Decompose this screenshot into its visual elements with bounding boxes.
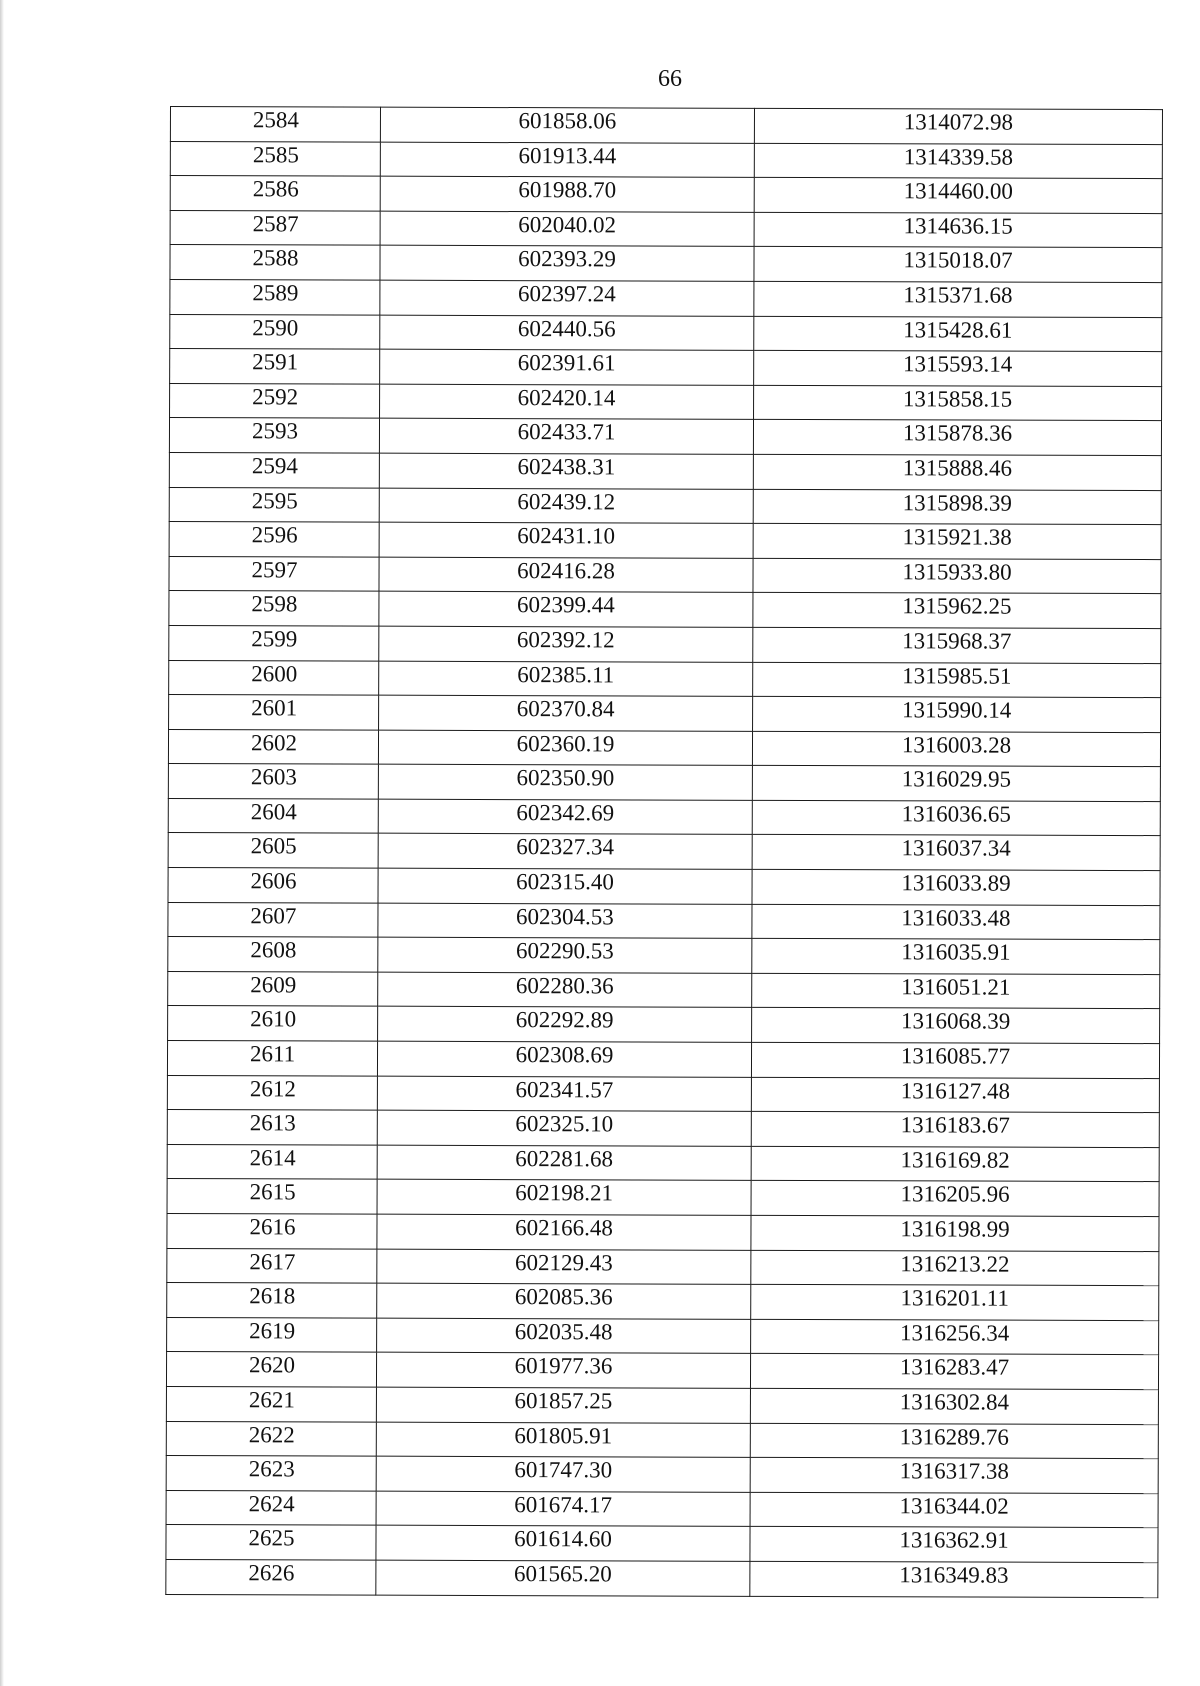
point-number-cell: 2616 (167, 1213, 377, 1248)
x-coordinate-cell: 602438.31 (379, 453, 753, 489)
point-number-cell: 2584 (170, 107, 380, 142)
x-coordinate-cell: 602280.36 (378, 972, 752, 1008)
x-coordinate-cell: 602399.44 (379, 591, 753, 627)
y-coordinate-cell: 1315921.38 (753, 523, 1161, 559)
x-coordinate-cell: 602341.57 (377, 1076, 751, 1112)
y-coordinate-cell: 1316201.11 (751, 1285, 1159, 1321)
x-coordinate-cell: 602304.53 (378, 903, 752, 939)
table-row (169, 487, 1161, 525)
page-number: 66 (658, 66, 682, 92)
point-number-cell: 2599 (169, 625, 379, 660)
table-row (170, 141, 1162, 179)
y-coordinate-cell: 1316169.82 (751, 1146, 1159, 1182)
y-coordinate-cell: 1315371.68 (754, 281, 1162, 317)
y-coordinate-cell: 1314072.98 (754, 108, 1162, 144)
table-row (167, 1283, 1159, 1321)
x-coordinate-cell: 601857.25 (376, 1387, 750, 1423)
x-coordinate-cell: 602360.19 (378, 730, 752, 766)
point-number-cell: 2591 (170, 349, 380, 384)
table-row (170, 314, 1162, 352)
x-coordinate-cell: 602198.21 (377, 1180, 751, 1216)
point-number-cell: 2603 (168, 764, 378, 799)
table-row (168, 937, 1160, 975)
x-coordinate-cell: 602420.14 (380, 384, 754, 420)
x-coordinate-cell: 602166.48 (377, 1214, 751, 1250)
x-coordinate-cell: 602350.90 (378, 764, 752, 800)
y-coordinate-cell: 1316033.48 (752, 904, 1160, 940)
table-row (170, 383, 1162, 421)
table-row (169, 591, 1161, 629)
point-number-cell: 2604 (168, 798, 378, 833)
point-number-cell: 2620 (166, 1352, 376, 1387)
x-coordinate-cell: 602440.56 (380, 315, 754, 351)
point-number-cell: 2594 (169, 452, 379, 487)
point-number-cell: 2588 (170, 245, 380, 280)
point-number-cell: 2615 (167, 1179, 377, 1214)
table-row (168, 902, 1160, 940)
x-coordinate-cell: 601747.30 (376, 1456, 750, 1492)
table-row (170, 107, 1162, 145)
x-coordinate-cell: 602391.61 (380, 349, 754, 385)
table-row (167, 1041, 1159, 1079)
table-row (166, 1490, 1158, 1528)
y-coordinate-cell: 1316037.34 (752, 835, 1160, 871)
y-coordinate-cell: 1315858.15 (754, 385, 1162, 421)
x-coordinate-cell: 602392.12 (379, 626, 753, 662)
point-number-cell: 2598 (169, 591, 379, 626)
y-coordinate-cell: 1315888.46 (753, 454, 1161, 490)
table-row (166, 1352, 1158, 1390)
y-coordinate-cell: 1316051.21 (752, 973, 1160, 1009)
table-row (169, 418, 1161, 456)
x-coordinate-cell: 601674.17 (376, 1491, 750, 1527)
point-number-cell: 2585 (170, 141, 380, 176)
y-coordinate-cell: 1314339.58 (754, 143, 1162, 179)
point-number-cell: 2622 (166, 1421, 376, 1456)
table-row (169, 556, 1161, 594)
x-coordinate-cell: 602397.24 (380, 280, 754, 316)
x-coordinate-cell: 602342.69 (378, 799, 752, 835)
x-coordinate-cell: 602129.43 (377, 1249, 751, 1285)
table-row (168, 729, 1160, 767)
y-coordinate-cell: 1315593.14 (754, 350, 1162, 386)
point-number-cell: 2606 (168, 868, 378, 903)
table-row (168, 764, 1160, 802)
table-row (168, 1006, 1160, 1044)
y-coordinate-cell: 1315985.51 (753, 662, 1161, 698)
x-coordinate-cell: 602439.12 (379, 488, 753, 524)
point-number-cell: 2596 (169, 522, 379, 557)
table-row (169, 452, 1161, 490)
y-coordinate-cell: 1316289.76 (750, 1423, 1158, 1459)
point-number-cell: 2624 (166, 1490, 376, 1525)
y-coordinate-cell: 1316213.22 (751, 1250, 1159, 1286)
x-coordinate-cell: 601858.06 (380, 107, 754, 143)
table-row (169, 695, 1161, 733)
point-number-cell: 2613 (167, 1110, 377, 1145)
y-coordinate-cell: 1316183.67 (751, 1112, 1159, 1148)
y-coordinate-cell: 1316198.99 (751, 1215, 1159, 1251)
x-coordinate-cell: 602385.11 (379, 661, 753, 697)
point-number-cell: 2586 (170, 176, 380, 211)
y-coordinate-cell: 1316036.65 (752, 800, 1160, 836)
x-coordinate-cell: 601977.36 (376, 1353, 750, 1389)
point-number-cell: 2625 (166, 1525, 376, 1560)
x-coordinate-cell: 602308.69 (377, 1041, 751, 1077)
y-coordinate-cell: 1315962.25 (753, 593, 1161, 629)
coordinates-table-body (166, 107, 1163, 1598)
x-coordinate-cell: 602433.71 (379, 419, 753, 455)
x-coordinate-cell: 602315.40 (378, 868, 752, 904)
x-coordinate-cell: 602281.68 (377, 1145, 751, 1181)
point-number-cell: 2608 (168, 937, 378, 972)
point-number-cell: 2600 (169, 660, 379, 695)
table-row (168, 868, 1160, 906)
x-coordinate-cell: 602085.36 (377, 1283, 751, 1319)
point-number-cell: 2610 (168, 1006, 378, 1041)
y-coordinate-cell: 1315968.37 (753, 627, 1161, 663)
x-coordinate-cell: 602370.84 (379, 695, 753, 731)
table-row (167, 1248, 1159, 1286)
x-coordinate-cell: 602431.10 (379, 522, 753, 558)
y-coordinate-cell: 1316349.83 (750, 1561, 1158, 1597)
y-coordinate-cell: 1316029.95 (752, 766, 1160, 802)
point-number-cell: 2607 (168, 902, 378, 937)
x-coordinate-cell: 602327.34 (378, 834, 752, 870)
point-number-cell: 2602 (168, 729, 378, 764)
point-number-cell: 2619 (167, 1317, 377, 1352)
x-coordinate-cell: 601565.20 (376, 1560, 750, 1596)
y-coordinate-cell: 1316085.77 (751, 1042, 1159, 1078)
y-coordinate-cell: 1315990.14 (753, 696, 1161, 732)
point-number-cell: 2617 (167, 1248, 377, 1283)
table-row (168, 798, 1160, 836)
table-row (166, 1559, 1158, 1597)
y-coordinate-cell: 1316256.34 (751, 1319, 1159, 1355)
table-row (166, 1386, 1158, 1424)
point-number-cell: 2614 (167, 1144, 377, 1179)
y-coordinate-cell: 1314636.15 (754, 212, 1162, 248)
point-number-cell: 2626 (166, 1559, 376, 1594)
x-coordinate-cell: 602035.48 (377, 1318, 751, 1354)
y-coordinate-cell: 1316317.38 (750, 1457, 1158, 1493)
table-row (170, 279, 1162, 317)
table-row (167, 1075, 1159, 1113)
point-number-cell: 2623 (166, 1456, 376, 1491)
table-row (169, 625, 1161, 663)
table-row (170, 176, 1162, 214)
y-coordinate-cell: 1316344.02 (750, 1492, 1158, 1528)
y-coordinate-cell: 1315898.39 (753, 489, 1161, 525)
point-number-cell: 2593 (169, 418, 379, 453)
table-row (169, 522, 1161, 560)
scan-edge (0, 0, 4, 1686)
x-coordinate-cell: 602393.29 (380, 246, 754, 282)
y-coordinate-cell: 1315428.61 (754, 316, 1162, 352)
x-coordinate-cell: 602325.10 (377, 1110, 751, 1146)
coordinates-table (165, 106, 1163, 1598)
point-number-cell: 2590 (170, 314, 380, 349)
x-coordinate-cell: 601988.70 (380, 176, 754, 212)
y-coordinate-cell: 1316127.48 (751, 1077, 1159, 1113)
table-row (170, 349, 1162, 387)
table-row (167, 1213, 1159, 1251)
table-row (169, 660, 1161, 698)
point-number-cell: 2597 (169, 556, 379, 591)
x-coordinate-cell: 602040.02 (380, 211, 754, 247)
point-number-cell: 2605 (168, 833, 378, 868)
y-coordinate-cell: 1316362.91 (750, 1527, 1158, 1563)
table-row (170, 245, 1162, 283)
point-number-cell: 2601 (169, 695, 379, 730)
point-number-cell: 2609 (168, 971, 378, 1006)
x-coordinate-cell: 602292.89 (378, 1007, 752, 1043)
point-number-cell: 2612 (167, 1075, 377, 1110)
y-coordinate-cell: 1316068.39 (752, 1008, 1160, 1044)
point-number-cell: 2595 (169, 487, 379, 522)
table-row (170, 210, 1162, 248)
y-coordinate-cell: 1316302.84 (750, 1388, 1158, 1424)
point-number-cell: 2621 (166, 1386, 376, 1421)
table-row (167, 1179, 1159, 1217)
point-number-cell: 2592 (170, 383, 380, 418)
table-row (168, 971, 1160, 1009)
table-row (168, 833, 1160, 871)
y-coordinate-cell: 1314460.00 (754, 178, 1162, 214)
y-coordinate-cell: 1316003.28 (752, 731, 1160, 767)
point-number-cell: 2611 (167, 1041, 377, 1076)
table-row (166, 1525, 1158, 1563)
point-number-cell: 2618 (167, 1283, 377, 1318)
point-number-cell: 2589 (170, 279, 380, 314)
x-coordinate-cell: 602416.28 (379, 557, 753, 593)
table-row (166, 1456, 1158, 1494)
y-coordinate-cell: 1316035.91 (752, 939, 1160, 975)
y-coordinate-cell: 1315933.80 (753, 558, 1161, 594)
y-coordinate-cell: 1315018.07 (754, 247, 1162, 283)
point-number-cell: 2587 (170, 210, 380, 245)
y-coordinate-cell: 1316283.47 (750, 1354, 1158, 1390)
x-coordinate-cell: 601913.44 (380, 142, 754, 178)
table-row (166, 1421, 1158, 1459)
x-coordinate-cell: 602290.53 (378, 937, 752, 973)
y-coordinate-cell: 1316205.96 (751, 1181, 1159, 1217)
x-coordinate-cell: 601614.60 (376, 1525, 750, 1561)
table-row (167, 1110, 1159, 1148)
y-coordinate-cell: 1316033.89 (752, 869, 1160, 905)
y-coordinate-cell: 1315878.36 (753, 420, 1161, 456)
table-row (167, 1144, 1159, 1182)
x-coordinate-cell: 601805.91 (376, 1422, 750, 1458)
table-row (167, 1317, 1159, 1355)
